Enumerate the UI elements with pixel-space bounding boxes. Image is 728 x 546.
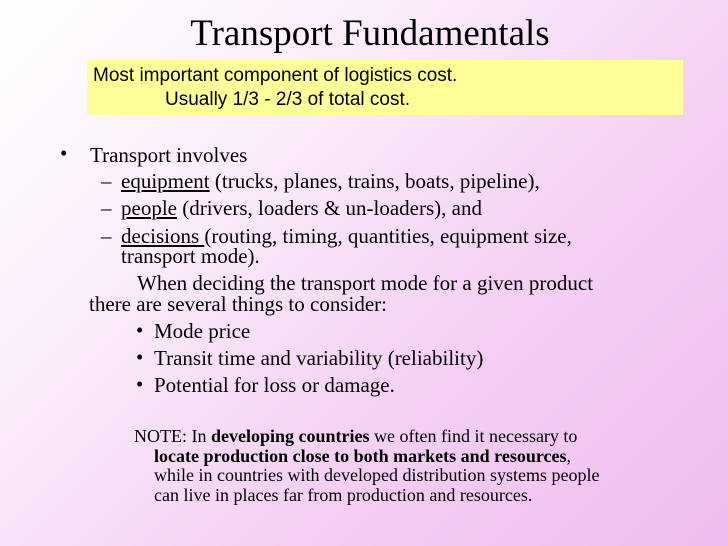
sub-item-equipment [121, 170, 540, 193]
note-line-1 [134, 426, 577, 446]
sub-item-people [121, 197, 482, 220]
bullet-marker: • [136, 372, 144, 396]
sub-item-rest: (routing, timing, quantities, equipment size, [204, 224, 572, 248]
sub-item-rest: (drivers, loaders & un-loaders), and [176, 196, 482, 220]
sub-item-rest: (trucks, planes, trains, boats, pipeline), [209, 169, 540, 193]
note-line-4: can live in places far from production and resources. [154, 485, 533, 505]
consideration-item: Transit time and variability (reliability) [154, 346, 484, 370]
paragraph-line-2: there are several things to consider: [89, 292, 387, 316]
main-bullet-text: Transport involves [90, 143, 248, 167]
bullet-marker: • [136, 345, 144, 369]
dash-marker: – [101, 196, 112, 220]
note-line-3: while in countries with developed distribution systems people [154, 465, 600, 485]
callout-line-1: Most important component of logistics cost. [93, 65, 458, 86]
note-prefix: NOTE: In [134, 426, 211, 446]
note-comma: , [566, 446, 571, 466]
note-line-2 [154, 446, 571, 466]
consideration-item: Potential for loss or damage. [154, 373, 395, 397]
note-bold-locate: locate production close to both markets and resources [154, 446, 567, 466]
note-bold-developing: developing countries [210, 426, 370, 446]
slide-title: Transport Fundamentals [190, 13, 550, 54]
sub-item-decisions-continued: transport mode). [121, 244, 260, 268]
paragraph-line-1: When deciding the transport mode for a given product [137, 271, 594, 295]
bullet-marker: • [136, 318, 144, 342]
sub-item-term: equipment [121, 169, 210, 193]
sub-item-term: people [121, 196, 177, 220]
note-mid: we often find it necessary to [369, 426, 578, 446]
dash-marker: – [101, 224, 112, 248]
sub-item-term: decisions [121, 224, 205, 248]
callout-line-2: Usually 1/3 - 2/3 of total cost. [165, 89, 411, 110]
callout-box [87, 60, 683, 115]
bullet-marker: • [60, 141, 68, 165]
dash-marker: – [101, 169, 112, 193]
consideration-item: Mode price [154, 319, 251, 343]
